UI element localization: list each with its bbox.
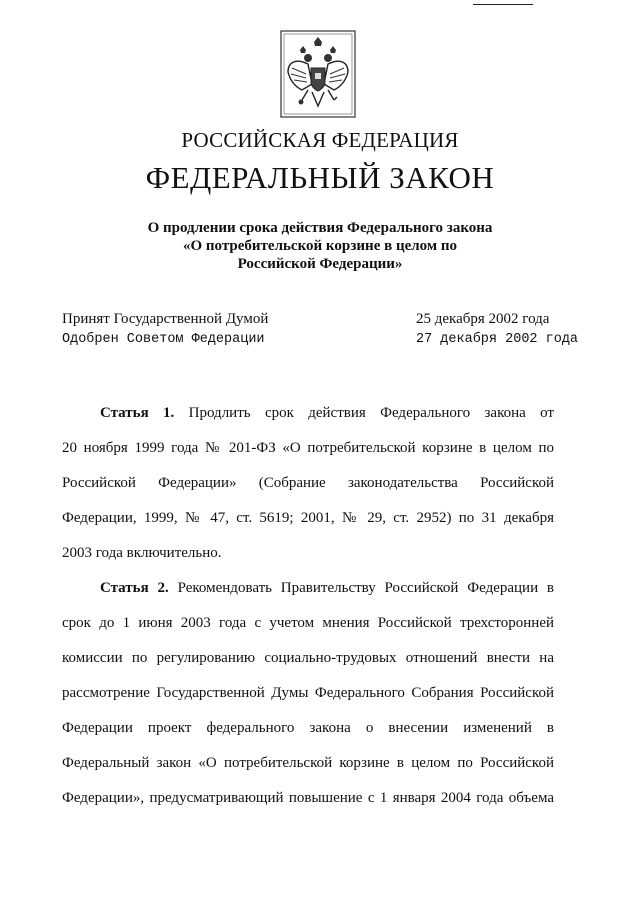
- law-title-line: О продлении срока действия Федерального закона: [147, 220, 493, 236]
- article-line: комиссии по регулированию социально-трудовых отношений внести на: [62, 650, 554, 666]
- article-line: 20 ноября 1999 года № 201-ФЗ «О потребительской корзине в целом по: [62, 440, 554, 456]
- top-rule: [473, 4, 533, 5]
- article-line: Российской Федерации» (Собрание законодательства Российской: [62, 475, 554, 491]
- article-2-label: Статья 2.: [100, 580, 169, 596]
- article-line: [62, 396, 554, 431]
- article-line: Федерации, 1999, № 47, ст. 5619; 2001, № 29, ст. 2952) по 31 декабря: [62, 510, 554, 526]
- article-1-label: Статья 1.: [100, 405, 175, 421]
- duma-adoption-row: [62, 311, 582, 328]
- duma-adoption-date: 25 декабря 2002 года: [416, 311, 550, 327]
- article-line: 2003 года включительно.: [62, 545, 222, 561]
- law-title: [0, 219, 640, 273]
- article-line: срок до 1 июня 2003 года с учетом мнения Российской трехсторонней: [62, 615, 554, 631]
- article-line: Федеральный закон «О потребительской корзине в целом по Российской: [62, 755, 554, 771]
- article-line: [62, 571, 554, 606]
- council-approval-row: [62, 332, 582, 347]
- article-text: Рекомендовать Правительству Российской Федерации в: [168, 580, 555, 596]
- russian-coat-of-arms-icon: [278, 28, 358, 120]
- law-type-heading: ФЕДЕРАЛЬНЫЙ ЗАКОН: [145, 160, 495, 195]
- duma-adoption-label: Принят Государственной Думой: [62, 311, 269, 327]
- article-line: Федерации проект федерального закона о внесении изменений в: [62, 720, 554, 736]
- law-title-line: «О потребительской корзине в целом по: [182, 238, 457, 254]
- article-line: рассмотрение Государственной Думы Федерального Собрания Российской: [62, 685, 554, 701]
- article-2: [62, 571, 554, 816]
- country-heading: РОССИЙСКАЯ ФЕДЕРАЦИЯ: [181, 128, 459, 152]
- law-title-line: Российской Федерации»: [237, 256, 403, 272]
- article-1: [62, 396, 554, 571]
- article-line: Федерации», предусматривающий повышение с 1 января 2004 года объема: [62, 790, 554, 806]
- council-approval-date: 27 декабря 2002 года: [416, 332, 579, 347]
- council-approval-label: Одобрен Советом Федерации: [62, 332, 265, 347]
- article-text: Продлить срок действия Федерального закона от: [174, 405, 554, 421]
